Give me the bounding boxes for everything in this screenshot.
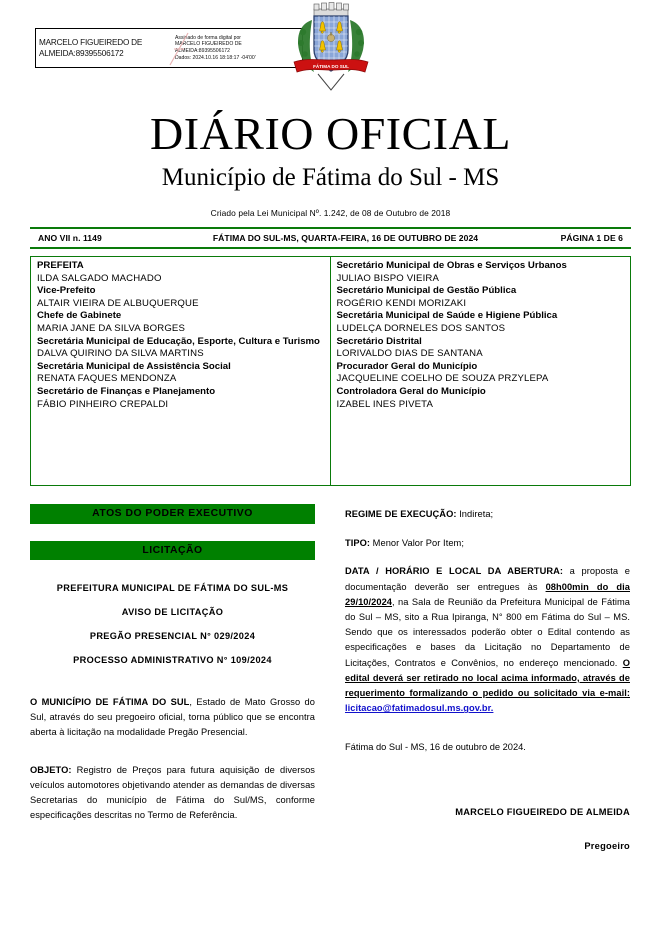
- official-role: PREFEITA: [37, 260, 84, 271]
- official-name: JULIAO BISPO VIEIRA: [336, 272, 440, 284]
- officials-column-right: [331, 257, 631, 485]
- signer-name: MARCELO FIGUEIREDO DE ALMEIDA: [455, 807, 630, 818]
- info-bar: [30, 229, 631, 247]
- heading-pregao: PREGÃO PRESENCIAL N° 029/2024: [89, 631, 256, 641]
- page-subtitle: Município de Fátima do Sul - MS: [161, 164, 500, 191]
- paragraph-intro: [30, 695, 315, 741]
- paragraph-tipo: [345, 536, 630, 551]
- city-date: FÁTIMA DO SUL-MS, QUARTA-FEIRA, 16 DE OUTUBRO DE 2024: [212, 233, 479, 243]
- abertura-text-1: a proposta e documentação deverão ser entregues às: [345, 566, 631, 592]
- intro-rest: , Estado de Mato Grosso do Sul, através do seu pregoeiro oficial, torna público que se encontra aberta à licitação na modalidade Pregão Presencial.: [30, 697, 315, 738]
- year-issue: ANO VII n. 1149: [38, 233, 102, 243]
- official-role: Chefe de Gabinete: [37, 310, 122, 322]
- official-role: Secretário de Finanças e Planejamento: [37, 385, 216, 397]
- right-column: [345, 504, 630, 851]
- licitacao-email-link[interactable]: licitacao@fatimadosul.ms.gov.br.: [345, 703, 494, 714]
- regime-value: Indireta;: [456, 509, 494, 519]
- regime-label: REGIME DE EXECUÇÃO:: [345, 509, 457, 519]
- banner-atos-poder-executivo: ATOS DO PODER EXECUTIVO: [30, 504, 315, 524]
- official-role: Procurador Geral do Município: [336, 360, 478, 372]
- abertura-label: DATA / HORÁRIO E LOCAL DA ABERTURA:: [345, 566, 564, 577]
- official-name: LUDELÇA DORNELES DOS SANTOS: [336, 322, 506, 334]
- masthead: [30, 0, 631, 112]
- heading-prefeitura: PREFEITURA MUNICIPAL DE FÁTIMA DO SUL-MS: [56, 583, 289, 593]
- signature-meta-line3: ALMEIDA:89395506172: [175, 48, 230, 54]
- official-name: ILDA SALGADO MACHADO: [37, 272, 162, 284]
- signature-meta-line1: Assinado de forma digital por: [175, 34, 241, 41]
- official-name: ALTAIR VIEIRA DE ALBUQUERQUE: [37, 297, 199, 309]
- official-name: JACQUELINE COELHO DE SOUZA PRZYLEPA: [336, 373, 549, 385]
- heading-aviso: AVISO DE LICITAÇÃO: [121, 607, 224, 617]
- tipo-value: Menor Valor Por Item;: [370, 538, 464, 549]
- signature-metadata: [174, 35, 299, 61]
- official-role: Secretário Municipal de Gestão Pública: [336, 285, 517, 297]
- official-role: Secretária Municipal de Educação, Esporte, Cultura e Turismo: [37, 335, 320, 347]
- svg-text:FÁTIMA DO SUL: FÁTIMA DO SUL: [312, 64, 349, 69]
- banner-licitacao: LICITAÇÃO: [30, 541, 315, 561]
- abertura-datetime: 08h00min do dia 29/10/2024: [345, 581, 630, 607]
- official-name: FÁBIO PINHEIRO CREPALDI: [37, 398, 169, 410]
- coat-of-arms-icon: [288, 2, 374, 98]
- closing-city-date: Fátima do Sul - MS, 16 de outubro de 2024.: [345, 742, 526, 753]
- tipo-label: TIPO:: [345, 538, 371, 549]
- left-column: [30, 504, 315, 851]
- officials-table: [30, 256, 631, 486]
- official-role: Vice-Prefeito: [37, 285, 96, 297]
- law-note: Criado pela Lei Municipal Nº. 1.242, de 08 de Outubro de 2018: [210, 208, 451, 218]
- edital-retirada-notice: O edital deverá ser retirado no local acima informado, através de requerimento formalizando o pedido ou solicitado via e-mail:: [345, 657, 630, 699]
- divider-bottom: [30, 247, 631, 249]
- signature-meta-line4: Dados: 2024.10.16 18:18:17 -04'00': [175, 54, 256, 61]
- signature-subject-line2: ALMEIDA:89395506172: [39, 49, 124, 58]
- signature-subject: [36, 37, 174, 59]
- official-role: Secretária Municipal de Saúde e Higiene Pública: [336, 310, 558, 322]
- heading-processo: PROCESSO ADMINISTRATIVO N° 109/2024: [73, 655, 272, 665]
- objeto-text: Registro de Preços para futura aquisição de diversos veículos automotores objetivando atender as demandas de diversas Secretarias do município de Fátima do Sul/MS, conforme especificações descritas no Termo de Referência.: [30, 764, 315, 821]
- official-role: Controladora Geral do Município: [336, 385, 486, 397]
- official-name: ROGÉRIO KENDI MORIZAKI: [336, 297, 467, 309]
- paragraph-abertura: [345, 564, 630, 716]
- signature-meta-line2: MARCELO FIGUEIREDO DE: [175, 41, 242, 48]
- notice-headings: [30, 582, 315, 667]
- signature-subject-line1: MARCELO FIGUEIREDO DE: [39, 38, 143, 47]
- page-number: PÁGINA 1 DE 6: [560, 233, 623, 243]
- official-name: LORIVALDO DIAS DE SANTANA: [336, 348, 483, 360]
- official-role: Secretária Municipal de Assistência Social: [37, 360, 231, 372]
- content-columns: [30, 504, 631, 851]
- paragraph-objeto: [30, 763, 315, 824]
- official-name: DALVA QUIRINO DA SILVA MARTINS: [37, 348, 204, 360]
- objeto-label: OBJETO:: [30, 764, 72, 775]
- paragraph-regime: [345, 507, 630, 522]
- official-role: Secretário Distrital: [336, 335, 422, 347]
- signer-role: Pregoeiro: [584, 841, 630, 852]
- official-name: RENATA FAQUES MENDONZA: [37, 373, 177, 385]
- abertura-text-2: , na Sala de Reunião da Prefeitura Municipal de Fátima do Sul – MS, sito a Rua Ipiranga, N° 800 em Fátima do Sul – MS. Sendo que os interessados poderão obter o Edital contendo as especificações e bases da Licitação no Departamento de Licitações, Contratos e Convênios, no endereço mencionado.: [345, 596, 630, 668]
- official-name: IZABEL INES PIVETA: [336, 398, 434, 410]
- officials-column-left: [31, 257, 331, 485]
- official-name: MARIA JANE DA SILVA BORGES: [37, 322, 186, 334]
- intro-bold-lead: O MUNICÍPIO DE FÁTIMA DO SUL: [30, 697, 190, 707]
- digital-signature-box: [35, 28, 303, 68]
- official-role: Secretário Municipal de Obras e Serviços Urbanos: [336, 260, 567, 271]
- page-title: DIÁRIO OFICIAL: [150, 108, 511, 159]
